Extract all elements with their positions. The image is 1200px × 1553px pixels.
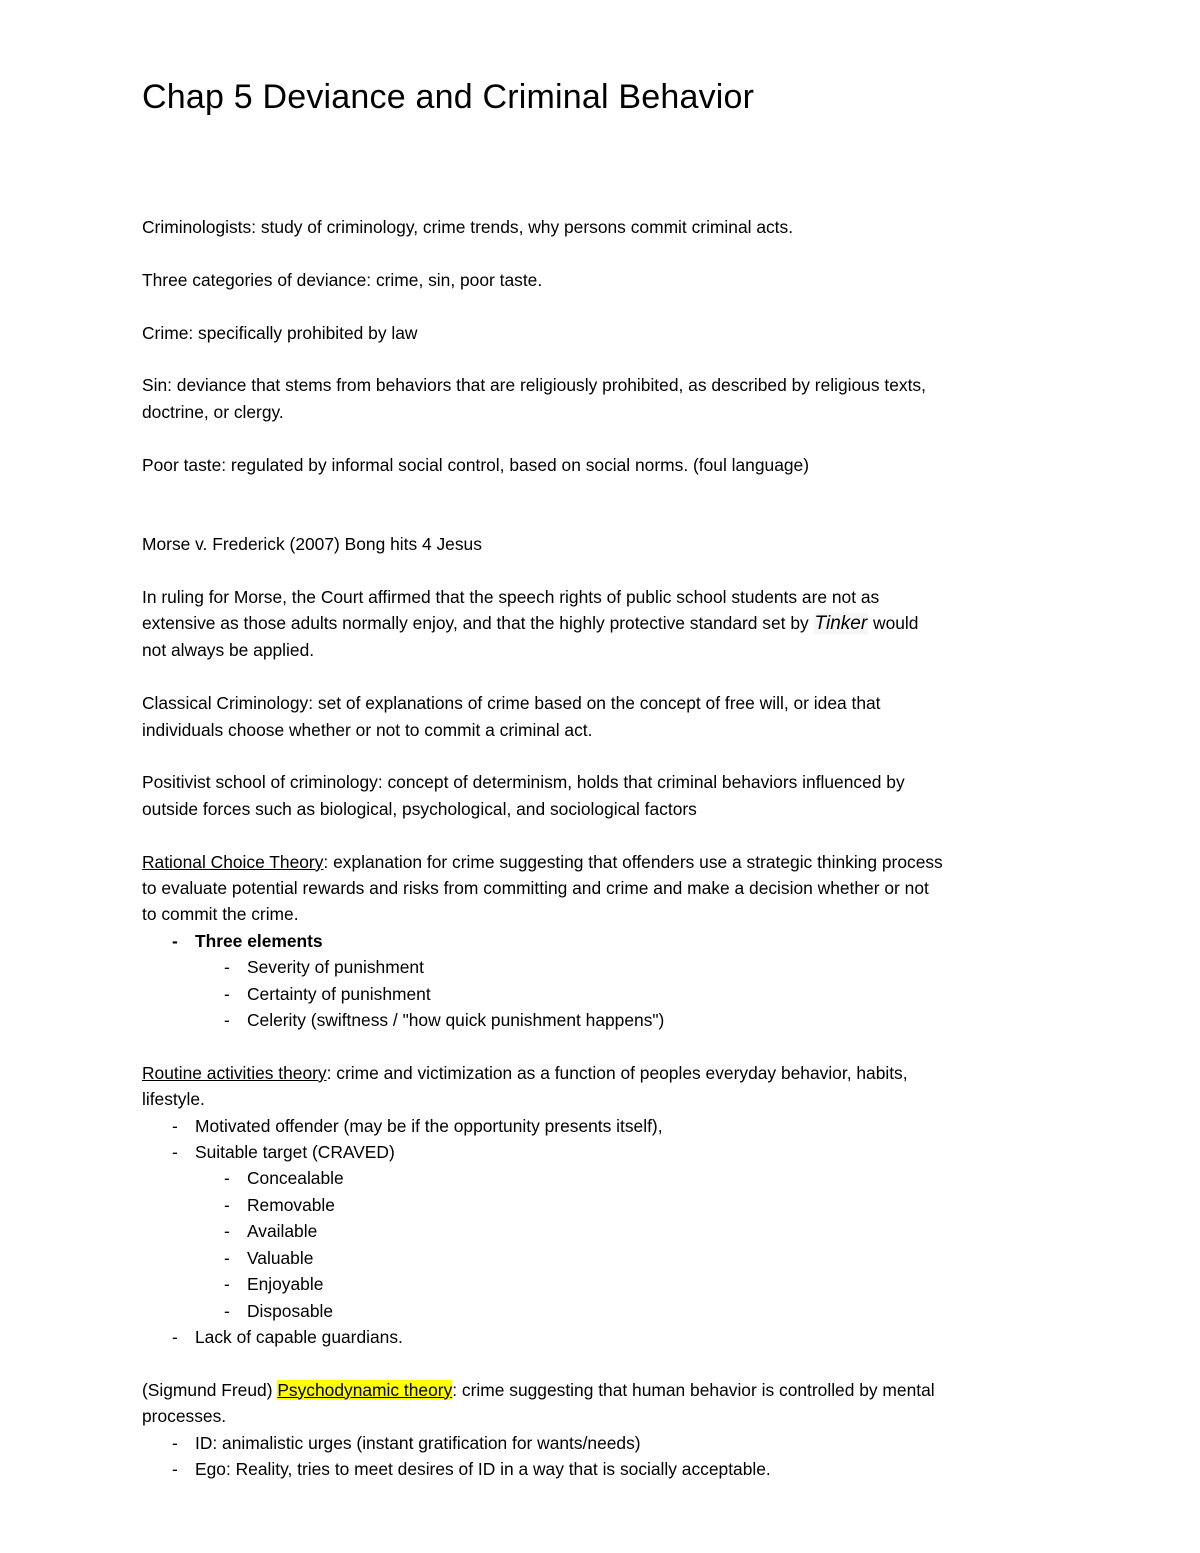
sin-line-1: Sin: deviance that stems from behaviors that are religiously prohibited, as described by religious texts,	[142, 375, 926, 396]
poor-taste-paragraph: Poor taste: regulated by informal social control, based on social norms. (foul language)	[142, 454, 810, 475]
list-item-celerity: - Celerity (swiftness / "how quick punishment happens")	[142, 1007, 1062, 1033]
ruling-line-3: not always be applied.	[142, 640, 315, 661]
classical-line-1: Classical Criminology: set of explanations of crime based on the concept of free will, or idea that	[142, 693, 881, 714]
three-elements-heading: - Three elements	[142, 928, 1062, 954]
rational-choice-list	[142, 928, 1062, 1034]
document-body	[142, 214, 1062, 1482]
crime-definition-paragraph: Crime: specifically prohibited by law	[142, 322, 418, 343]
list-item-disposable: - Disposable	[142, 1298, 1062, 1324]
list-item-capable-guardians: - Lack of capable guardians.	[142, 1324, 1062, 1350]
document-title: Chap 5 Deviance and Criminal Behavior	[142, 78, 755, 116]
routine-activities-line-1	[142, 1060, 1062, 1086]
tinker-case-name: Tinker	[814, 613, 868, 634]
routine-activities-line-2: lifestyle.	[142, 1089, 205, 1110]
psychodynamic-definition: : crime suggesting that human behavior is controlled by mental	[452, 1379, 935, 1400]
psychodynamic-line-2: processes.	[142, 1406, 227, 1427]
psychodynamic-line-1	[142, 1377, 1062, 1403]
positivist-line-2: outside forces such as biological, psychological, and sociological factors	[142, 798, 697, 819]
ruling-line-2	[142, 610, 1062, 637]
sin-definition-paragraph	[142, 372, 1062, 425]
rational-choice-section	[142, 849, 1062, 1034]
deviance-categories-paragraph: Three categories of deviance: crime, sin, poor taste.	[142, 269, 543, 290]
psychodynamic-prefix: (Sigmund Freud)	[142, 1379, 278, 1400]
positivist-line-1: Positivist school of criminology: concept of determinism, holds that criminal behaviors influenced by	[142, 772, 905, 793]
rational-choice-definition: : explanation for crime suggesting that offenders use a strategic thinking process	[323, 851, 943, 872]
list-item-certainty: - Certainty of punishment	[142, 981, 1062, 1007]
routine-activities-list	[142, 1113, 1062, 1351]
list-item-severity: - Severity of punishment	[142, 954, 1062, 980]
list-item-motivated-offender: - Motivated offender (may be if the opportunity presents itself),	[142, 1113, 1062, 1139]
list-item-id: - ID: animalistic urges (instant gratification for wants/needs)	[142, 1430, 1062, 1456]
list-item-enjoyable: - Enjoyable	[142, 1271, 1062, 1297]
rational-choice-line-1	[142, 849, 1062, 875]
list-item-suitable-target: - Suitable target (CRAVED)	[142, 1139, 1062, 1165]
psychodynamic-section	[142, 1377, 1062, 1483]
criminologists-paragraph: Criminologists: study of criminology, crime trends, why persons commit criminal acts.	[142, 217, 794, 237]
positivist-school-paragraph	[142, 769, 1062, 822]
routine-activities-definition: : crime and victimization as a function of peoples everyday behavior, habits,	[326, 1062, 908, 1083]
rational-choice-line-3: to commit the crime.	[142, 904, 299, 925]
ruling-paragraph	[142, 584, 1062, 664]
classical-criminology-paragraph	[142, 690, 1062, 743]
morse-case-heading: Morse v. Frederick (2007) Bong hits 4 Jesus	[142, 533, 482, 554]
list-item-available: - Available	[142, 1218, 1062, 1244]
list-item-removable: - Removable	[142, 1192, 1062, 1218]
sin-line-2: doctrine, or clergy.	[142, 401, 284, 422]
psychodynamic-list	[142, 1430, 1062, 1483]
ruling-line-2-start: extensive as those adults normally enjoy, and that the highly protective standard set by	[142, 613, 814, 633]
list-item-valuable: - Valuable	[142, 1245, 1062, 1271]
ruling-line-2-end: would	[868, 613, 919, 633]
ruling-line-1: In ruling for Morse, the Court affirmed that the speech rights of public school students are not as	[142, 586, 880, 607]
psychodynamic-term: Psychodynamic theory	[277, 1379, 453, 1400]
classical-line-2: individuals choose whether or not to commit a criminal act.	[142, 719, 593, 740]
rational-choice-line-2: to evaluate potential rewards and risks from committing and crime and make a decision whether or not	[142, 878, 929, 899]
routine-activities-term: Routine activities theory	[142, 1062, 327, 1083]
list-item-concealable: - Concealable	[142, 1165, 1062, 1191]
list-item-ego: - Ego: Reality, tries to meet desires of ID in a way that is socially acceptable.	[142, 1456, 1062, 1482]
routine-activities-section	[142, 1060, 1062, 1350]
rational-choice-term: Rational Choice Theory	[142, 851, 324, 872]
